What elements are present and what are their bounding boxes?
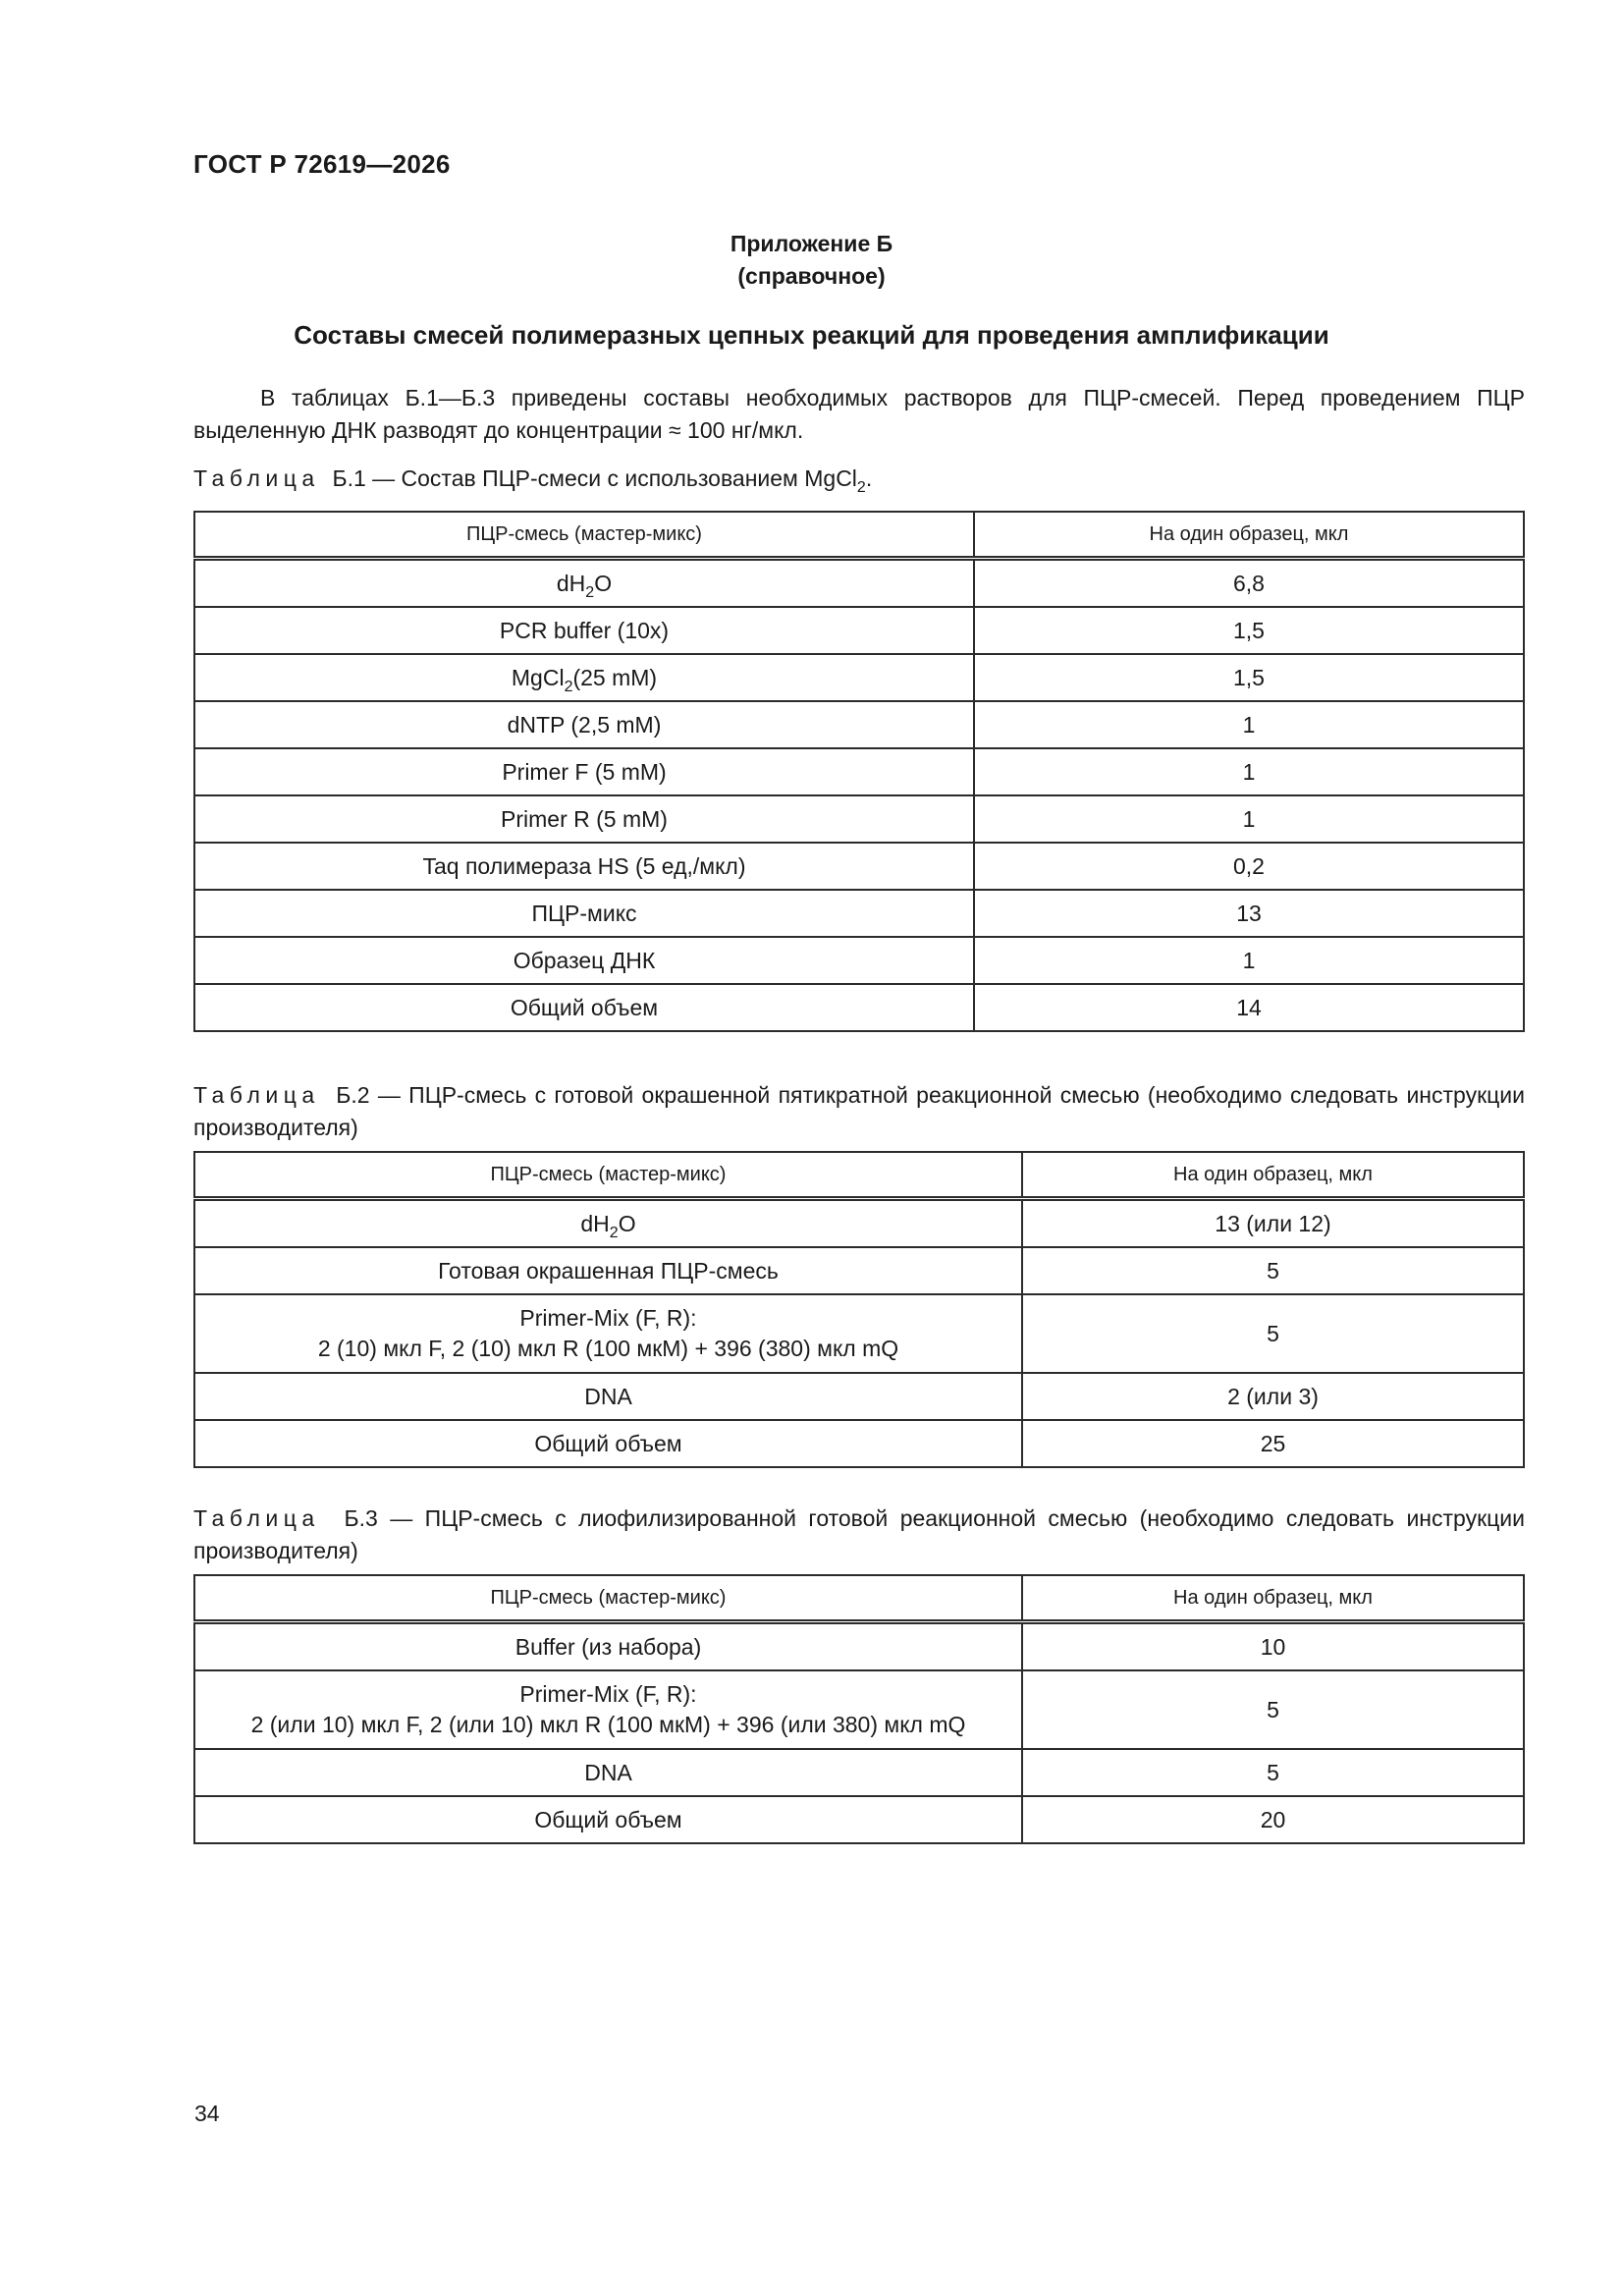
component-subscript: 2 [564, 678, 573, 695]
table3-caption [193, 1503, 1525, 1567]
table2-caption [193, 1079, 1525, 1144]
volume-cell: 5 [1022, 1247, 1524, 1294]
table-row [194, 890, 1524, 937]
volume-cell: 5 [1022, 1670, 1524, 1749]
component-name: Общий объем [534, 1806, 682, 1832]
table-header-row [194, 1152, 1524, 1199]
table-row [194, 1373, 1524, 1420]
component-name: ПЦР-микс [531, 900, 637, 926]
appendix-kind: (справочное) [737, 263, 886, 289]
component-name-suffix: O [594, 570, 613, 596]
component-cell [194, 1294, 1022, 1373]
volume-cell: 1 [974, 748, 1524, 795]
volume-cell: 0,2 [974, 843, 1524, 890]
volume-cell: 1 [974, 795, 1524, 843]
table-row [194, 843, 1524, 890]
component-cell [194, 701, 974, 748]
component-cell [194, 654, 974, 701]
component-name: dH [556, 570, 586, 596]
intro-text: В таблицах Б.1—Б.3 приведены составы необходимых растворов для ПЦР-смесей. Перед проведением ПЦР выделенную ДНК разводят до концентрации ≈ 100 нг/мкл. [193, 385, 1525, 443]
component-cell [194, 1420, 1022, 1467]
column-header-mix: ПЦР-смесь (мастер-микс) [194, 1152, 1022, 1199]
component-name: PCR buffer (10x) [499, 617, 670, 643]
component-name: Primer-Mix (F, R): [519, 1681, 697, 1707]
component-name: Buffer (из набора) [514, 1633, 702, 1660]
volume-cell: 1 [974, 701, 1524, 748]
component-cell [194, 1749, 1022, 1796]
component-name: dH [580, 1210, 610, 1236]
component-name: Taq полимераза HS (5 ед,/мкл) [422, 852, 746, 879]
table-row [194, 984, 1524, 1031]
table-row [194, 795, 1524, 843]
component-cell [194, 890, 974, 937]
component-cell [194, 1622, 1022, 1671]
component-name: Общий объем [510, 994, 659, 1020]
table-row [194, 1622, 1524, 1671]
appendix-title: Приложение Б [730, 231, 893, 256]
table-row [194, 607, 1524, 654]
table3-caption-text: Б.3 — ПЦР-смесь с лиофилизированной готовой реакционной смесью (необходимо следовать инструкции производителя) [193, 1505, 1525, 1563]
volume-cell: 20 [1022, 1796, 1524, 1843]
volume-cell: 10 [1022, 1622, 1524, 1671]
component-cell [194, 559, 974, 608]
table-row [194, 559, 1524, 608]
table1-caption [193, 463, 1525, 495]
intro-paragraph [193, 382, 1525, 447]
volume-cell: 25 [1022, 1420, 1524, 1467]
table-row [194, 1294, 1524, 1373]
table-row [194, 1670, 1524, 1749]
table1-caption-end: . [865, 465, 873, 491]
table-header-row [194, 1575, 1524, 1622]
component-cell [194, 843, 974, 890]
component-name: Общий объем [534, 1430, 682, 1456]
document-code: ГОСТ Р 72619—2026 [193, 149, 451, 179]
volume-cell: 1 [974, 937, 1524, 984]
table-row [194, 654, 1524, 701]
column-header-volume: На один образец, мкл [974, 512, 1524, 559]
component-name: DNA [584, 1759, 632, 1785]
component-detail: 2 (10) мкл F, 2 (10) мкл R (100 мкМ) + 396 (380) мкл mQ [317, 1336, 899, 1361]
volume-cell: 13 [974, 890, 1524, 937]
volume-cell: 1,5 [974, 607, 1524, 654]
table-row [194, 1796, 1524, 1843]
component-name: Образец ДНК [513, 947, 656, 973]
table2-caption-text: Б.2 — ПЦР-смесь с готовой окрашенной пятикратной реакционной смесью (необходимо следовать инструкции производителя) [193, 1082, 1525, 1140]
table-row [194, 748, 1524, 795]
component-name: Готовая окрашенная ПЦР-смесь [438, 1257, 779, 1284]
table-row [194, 1199, 1524, 1248]
component-cell [194, 1373, 1022, 1420]
table1-caption-text: Б.1 — Состав ПЦР-смеси с использованием MgCl [332, 465, 857, 491]
volume-cell: 13 (или 12) [1022, 1199, 1524, 1248]
component-cell [194, 1247, 1022, 1294]
component-cell [194, 984, 974, 1031]
volume-cell: 5 [1022, 1749, 1524, 1796]
component-cell [194, 607, 974, 654]
column-header-volume: На один образец, мкл [1022, 1575, 1524, 1622]
component-name-suffix: (25 mM) [572, 664, 658, 690]
table1-caption-word: Таблица [193, 465, 320, 491]
table-row [194, 701, 1524, 748]
page-number: 34 [194, 2101, 220, 2126]
column-header-mix: ПЦР-смесь (мастер-микс) [194, 1575, 1022, 1622]
table2 [193, 1151, 1525, 1468]
component-cell [194, 748, 974, 795]
table-row [194, 1247, 1524, 1294]
table-header-row [194, 512, 1524, 559]
component-name: Primer R (5 mM) [501, 805, 668, 832]
component-name-suffix: O [618, 1210, 636, 1236]
volume-cell: 2 (или 3) [1022, 1373, 1524, 1420]
component-name: DNA [584, 1383, 632, 1409]
volume-cell: 5 [1022, 1294, 1524, 1373]
component-name: dNTP (2,5 mM) [507, 711, 662, 738]
component-name: MgCl [511, 664, 565, 690]
component-cell [194, 937, 974, 984]
table1 [193, 511, 1525, 1032]
component-name: Primer F (5 mM) [502, 758, 667, 785]
volume-cell: 6,8 [974, 559, 1524, 608]
appendix-heading [0, 228, 1623, 293]
table-row [194, 1749, 1524, 1796]
component-cell [194, 1796, 1022, 1843]
column-header-mix: ПЦР-смесь (мастер-микс) [194, 512, 974, 559]
table2-caption-word: Таблица [193, 1082, 320, 1108]
column-header-volume: На один образец, мкл [1022, 1152, 1524, 1199]
component-name: Primer-Mix (F, R): [519, 1305, 697, 1331]
volume-cell: 1,5 [974, 654, 1524, 701]
component-subscript: 2 [585, 583, 595, 601]
volume-cell: 14 [974, 984, 1524, 1031]
component-subscript: 2 [609, 1224, 619, 1241]
component-cell [194, 1670, 1022, 1749]
section-title: Составы смесей полимеразных цепных реакций для проведения амплификации [294, 320, 1329, 350]
table-row [194, 937, 1524, 984]
table1-caption-sub: 2 [856, 479, 866, 496]
table3-caption-word: Таблица [193, 1505, 320, 1531]
component-detail: 2 (или 10) мкл F, 2 (или 10) мкл R (100 мкМ) + 396 (или 380) мкл mQ [250, 1712, 966, 1737]
component-cell [194, 1199, 1022, 1248]
table3 [193, 1574, 1525, 1844]
component-cell [194, 795, 974, 843]
table-row [194, 1420, 1524, 1467]
